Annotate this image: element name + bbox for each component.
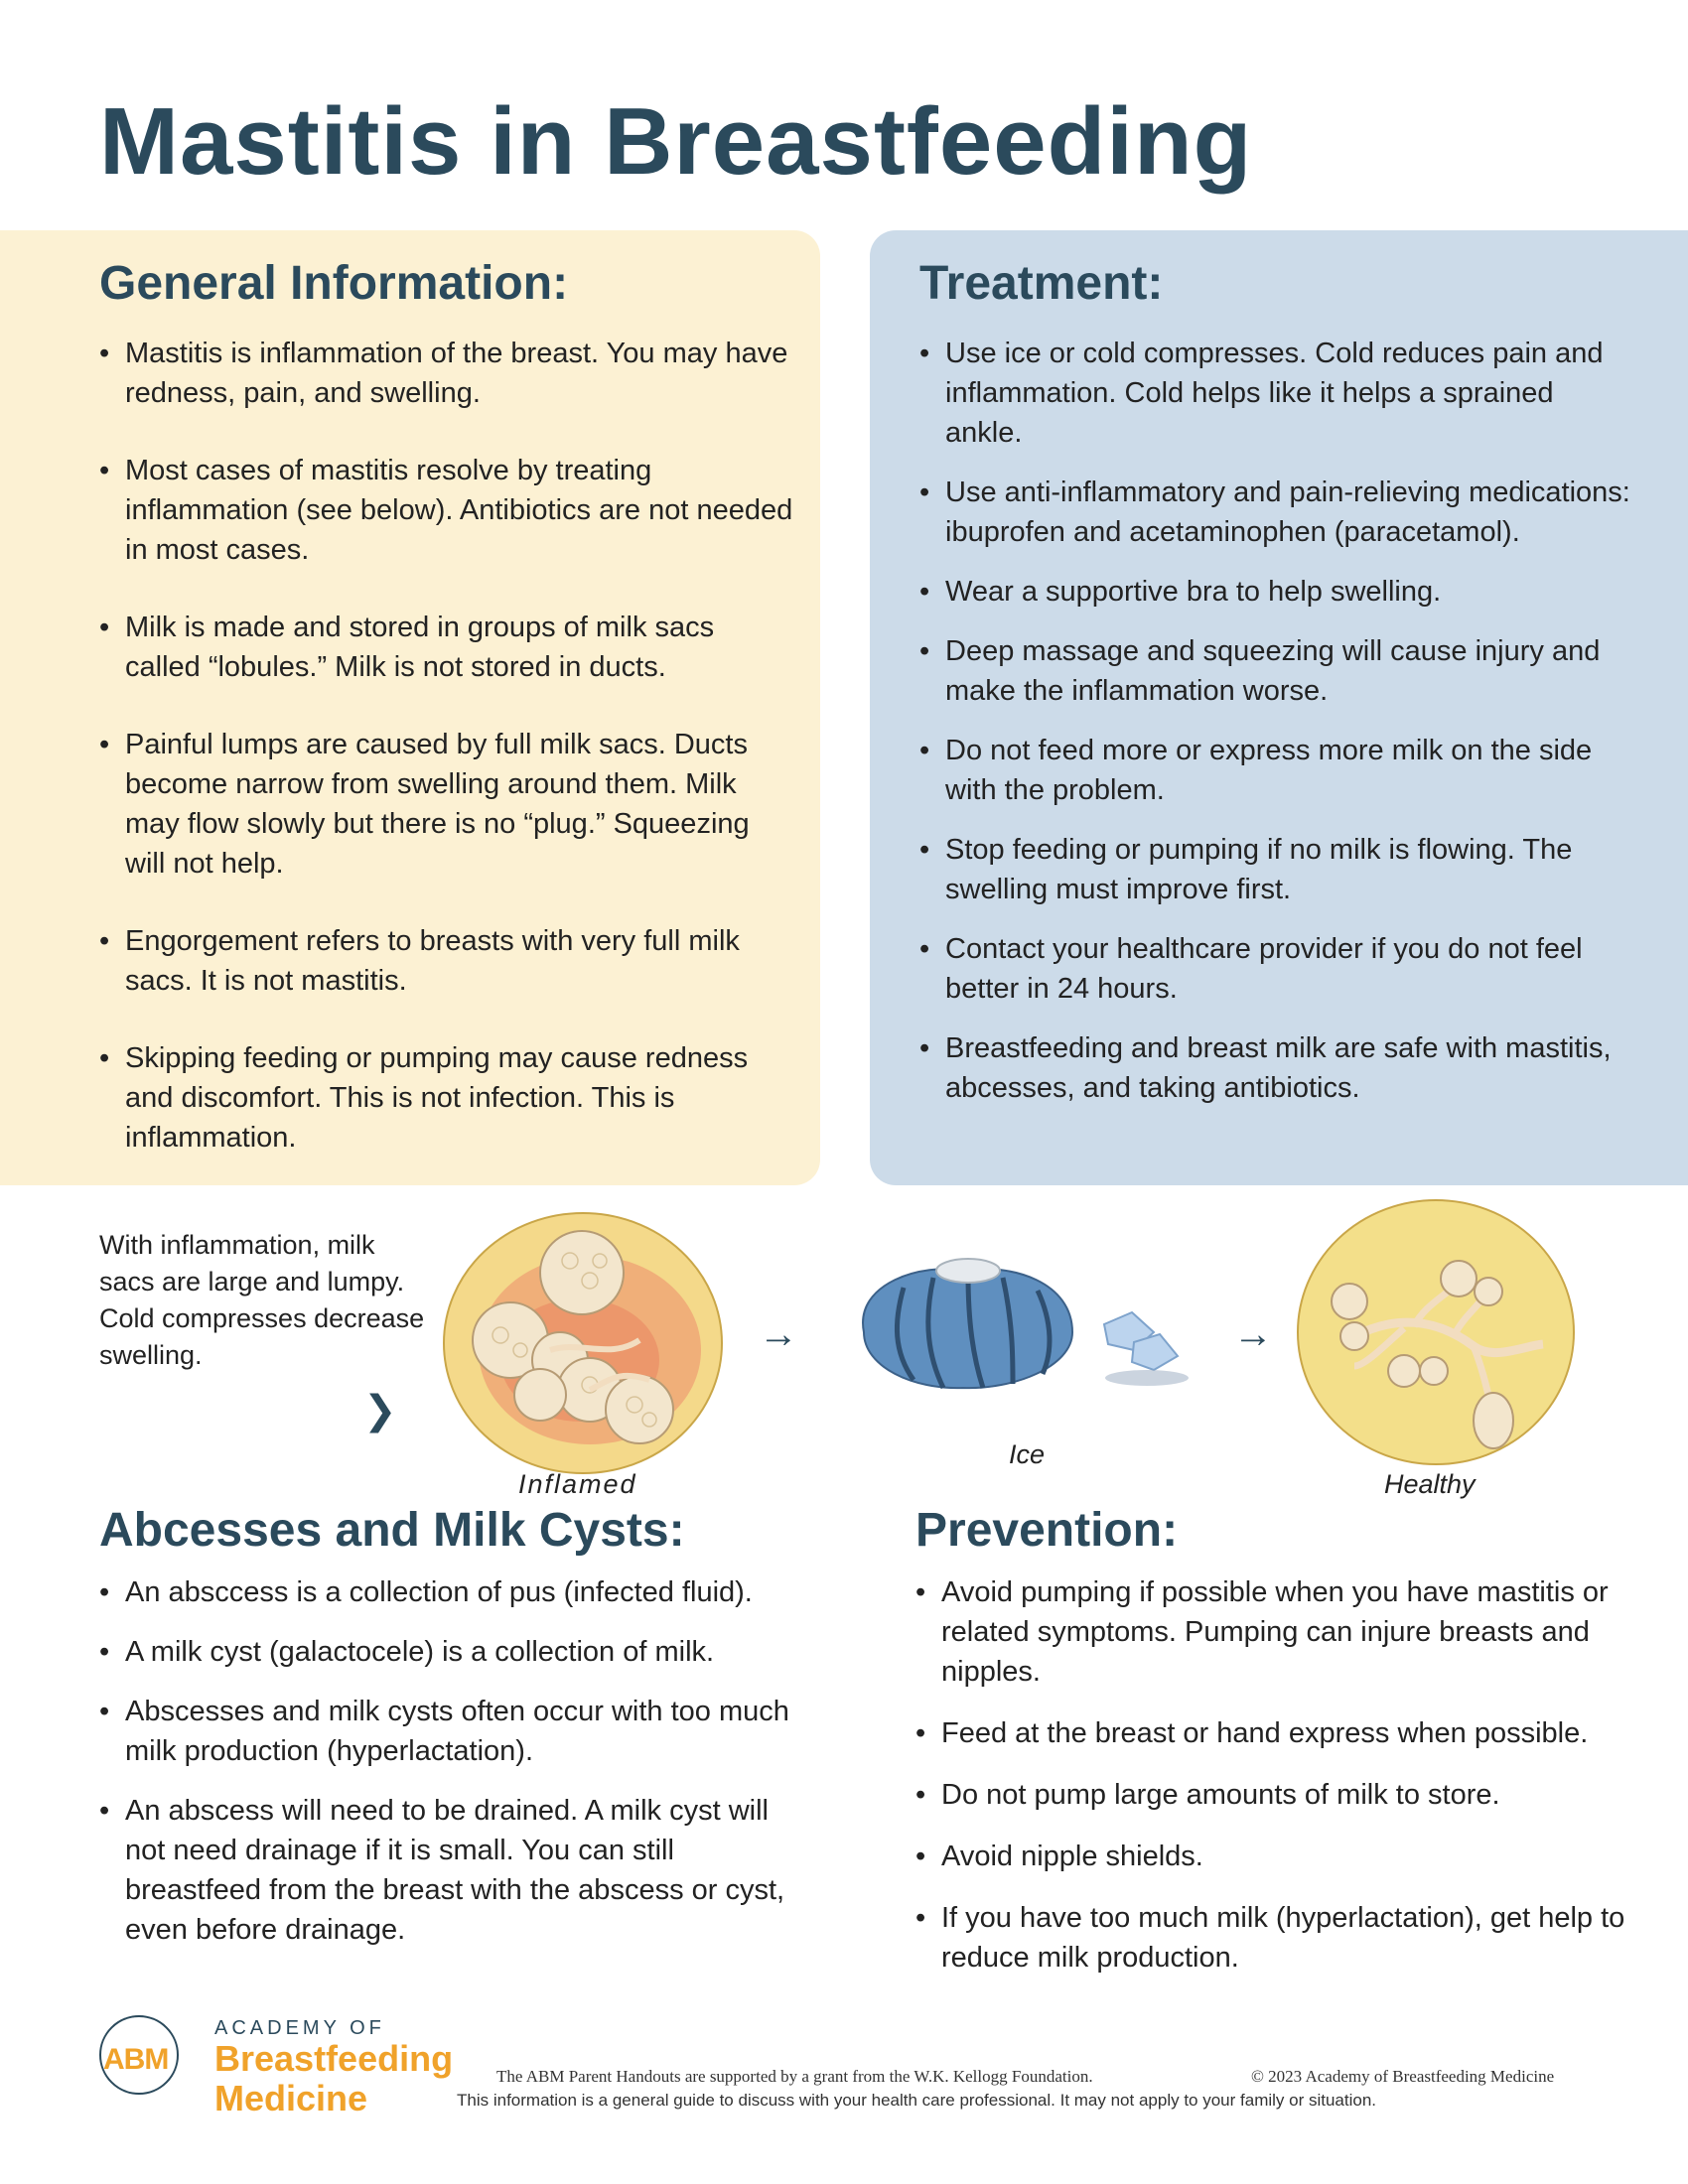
- list-item: • Do not feed more or express more milk on the side with the problem.: [919, 731, 1634, 810]
- list-item: • Abscesses and milk cysts often occur with too much milk production (hyperlactation).: [99, 1692, 794, 1771]
- illustration-description: With inflammation, milk sacs are large and lumpy. Cold compresses decrease swelling.: [99, 1230, 425, 1370]
- list-item: • If you have too much milk (hyperlactation), get help to reduce milk production.: [915, 1898, 1630, 1978]
- list-item: • Wear a supportive bra to help swelling.: [919, 572, 1634, 612]
- healthy-breast-illustration: [1295, 1197, 1577, 1467]
- list-item: • Painful lumps are caused by full milk sacs. Ducts become narrow from swelling around them. Milk may flow slowly but there is no “plug.” Squeezing will not help.: [99, 725, 794, 884]
- list-item: • Breastfeeding and breast milk are safe with mastitis, abcesses, and taking antibiotics.: [919, 1028, 1634, 1108]
- prevention-list: [915, 1572, 1630, 1999]
- arrow-right-icon: →: [1233, 1312, 1273, 1356]
- list-item: • Use ice or cold compresses. Cold reduces pain and inflammation. Cold helps like it helps a sprained ankle.: [919, 334, 1634, 453]
- arrow-right-icon: →: [759, 1312, 798, 1356]
- list-item: • Stop feeding or pumping if no milk is flowing. The swelling must improve first.: [919, 830, 1634, 909]
- healthy-caption: Healthy: [1384, 1469, 1476, 1499]
- grant-note: The ABM Parent Handouts are supported by a grant from the W.K. Kellogg Foundation.: [496, 2067, 1093, 2086]
- inflamed-caption: Inflamed: [518, 1469, 637, 1499]
- list-item: • Avoid nipple shields.: [915, 1837, 1630, 1876]
- list-item: • Engorgement refers to breasts with very full milk sacs. It is not mastitis.: [99, 921, 794, 1001]
- list-item: • Deep massage and squeezing will cause injury and make the inflammation worse.: [919, 631, 1634, 711]
- list-item: • Do not pump large amounts of milk to store.: [915, 1775, 1630, 1815]
- list-item: • Skipping feeding or pumping may cause redness and discomfort. This is not infection. This is inflammation.: [99, 1038, 794, 1158]
- list-item: • An abscess will need to be drained. A milk cyst will not need drainage if it is small. You can still breastfeed from the breast with the abscess or cyst, even before drainage.: [99, 1791, 794, 1950]
- prevention-heading: Prevention:: [915, 1504, 1179, 1557]
- logo-breastfeeding-text: Breastfeeding: [214, 2038, 454, 2079]
- abscesses-list: [99, 1572, 794, 1970]
- list-item: • Feed at the breast or hand express when possible.: [915, 1713, 1630, 1753]
- logo-medicine-text: Medicine: [214, 2078, 368, 2118]
- treatment-heading: Treatment:: [919, 257, 1164, 310]
- logo-abm-text: ABM: [103, 2043, 169, 2076]
- ice-caption: Ice: [1009, 1439, 1046, 1469]
- disclaimer: This information is a general guide to discuss with your health care professional. It may not apply to your family or situation.: [457, 2091, 1377, 2110]
- list-item: • A milk cyst (galactocele) is a collection of milk.: [99, 1632, 794, 1672]
- ice-pack-illustration: [844, 1253, 1201, 1402]
- list-item: • Milk is made and stored in groups of milk sacs called “lobules.” Milk is not stored in ducts.: [99, 608, 794, 687]
- list-item: • Avoid pumping if possible when you have mastitis or related symptoms. Pumping can injure breasts and nipples.: [915, 1572, 1630, 1692]
- list-item: • Most cases of mastitis resolve by treating inflammation (see below). Antibiotics are not needed in most cases.: [99, 451, 794, 570]
- abscesses-heading: Abcesses and Milk Cysts:: [99, 1504, 685, 1557]
- general-info-list: [99, 334, 794, 1195]
- page-title: Mastitis in Breastfeeding: [99, 88, 1253, 195]
- general-info-heading: General Information:: [99, 257, 569, 310]
- list-item: • Mastitis is inflammation of the breast. You may have redness, pain, and swelling.: [99, 334, 794, 413]
- list-item: • Contact your healthcare provider if you do not feel better in 24 hours.: [919, 929, 1634, 1009]
- chevron-right-icon: ❯: [363, 1389, 397, 1433]
- logo-academy-text: ACADEMY OF: [214, 2017, 385, 2039]
- list-item: • Use anti-inflammatory and pain-relieving medications: ibuprofen and acetaminophen (paracetamol).: [919, 473, 1634, 552]
- treatment-list: [919, 334, 1634, 1128]
- list-item: • An absccess is a collection of pus (infected fluid).: [99, 1572, 794, 1612]
- inflamed-breast-illustration: [441, 1211, 725, 1479]
- copyright: © 2023 Academy of Breastfeeding Medicine: [1251, 2067, 1555, 2086]
